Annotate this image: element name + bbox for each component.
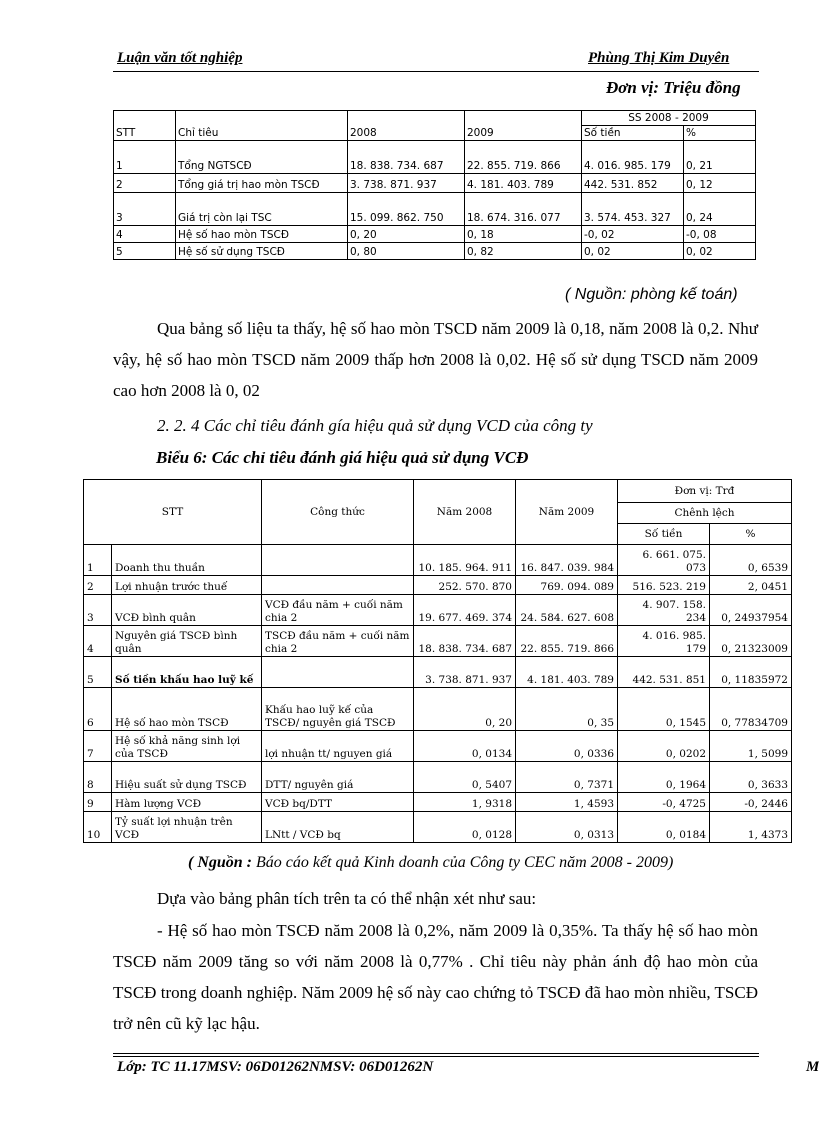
source-note-1: ( Nguồn: phòng kế toán) (565, 286, 738, 303)
header-nam-2008: Năm 2008 (414, 480, 516, 545)
header-so-tien: Số tiền (618, 524, 710, 545)
table-row: 2 Tổng giá trị hao mòn TSCĐ 3. 738. 871. 937 4. 181. 403. 789 442. 531. 852 0, 12 (114, 174, 756, 193)
footer-rule (113, 1053, 759, 1054)
header-2008: 2008 (348, 126, 465, 141)
unit-label: Đơn vị: Triệu đồng (606, 78, 741, 97)
header-left: Luận văn tốt nghiệp (117, 50, 243, 66)
table-title: Biểu 6: Các chỉ tiêu đánh giá hiệu quả sử dụng VCĐ (156, 448, 529, 467)
header-nam-2009: Năm 2009 (516, 480, 618, 545)
header-right: Phùng Thị Kim Duyên (588, 50, 730, 66)
footer-rule (113, 1056, 759, 1057)
table-row: 3 VCĐ bình quân VCĐ đầu năm + cuối năm chia 2 19. 677. 469. 374 24. 584. 627. 608 4. 907. 158. 234 0, 24937954 (84, 595, 792, 626)
table-row: 5 Số tiền khấu hao luỹ kế 3. 738. 871. 937 4. 181. 403. 789 442. 531. 851 0, 11835972 (84, 657, 792, 688)
table-row: 5 Hệ số sử dụng TSCĐ 0, 80 0, 82 0, 02 0, 02 (114, 243, 756, 260)
table-row: 7 Hệ số khả năng sinh lợi của TSCĐ lợi nhuận tt/ nguyen giá 0, 0134 0, 0336 0, 0202 1, 5099 (84, 731, 792, 762)
table-row: 1 Tổng NGTSCĐ 18. 838. 734. 687 22. 855. 719. 866 4. 016. 985. 179 0, 21 (114, 141, 756, 174)
table-row: 2 Lợi nhuận trước thuế 252. 570. 870 769. 094. 089 516. 523. 219 2, 0451 (84, 576, 792, 595)
section-heading: 2. 2. 4 Các chỉ tiêu đánh gía hiệu quả sử dụng VCD của công ty (157, 416, 593, 435)
paragraph-2: Dựa vào bảng phân tích trên ta có thể nhận xét như sau: (157, 889, 537, 908)
header-rule (113, 71, 759, 72)
header-ss: SS 2008 - 2009 (582, 111, 756, 126)
header-so-tien: Số tiền (582, 126, 684, 141)
header-stt: STT (114, 126, 176, 141)
table-fixed-assets (113, 110, 756, 260)
table-row: 6 Hệ số hao mòn TSCĐ Khấu hao luỹ kế của TSCĐ/ nguyên giá TSCĐ 0, 20 0, 35 0, 1545 0, 77834709 (84, 688, 792, 731)
table-row: 10 Tỷ suất lợi nhuận trên VCĐ LNtt / VCĐ bq 0, 0128 0, 0313 0, 0184 1, 4373 (84, 812, 792, 843)
source-text: Báo cáo kết quả Kinh doanh của Công ty CEC năm 2008 - 2009) (256, 854, 674, 871)
table-row: 8 Hiệu suất sử dụng TSCĐ DTT/ nguyên giá 0, 5407 0, 7371 0, 1964 0, 3633 (84, 762, 792, 793)
table-row: 4 Nguyên giá TSCĐ bình quân TSCĐ đầu năm + cuối năm chia 2 18. 838. 734. 687 22. 855. 719. 866 4. 016. 985. 179 0, 21323009 (84, 626, 792, 657)
header-don-vi: Đơn vị: Trđ (618, 480, 792, 503)
paragraph-1: Qua bảng số liệu ta thấy, hệ số hao mòn TSCD năm 2009 là 0,18, năm 2008 là 0,2. Như vậy, hệ số hao mòn TSCD năm 2009 thấp hơn 2008 là 0,02. Hệ số sử dụng TSCD năm 2009 cao hơn 2008 là 0, 02 (113, 319, 758, 400)
header-pct: % (710, 524, 792, 545)
header-stt: STT (84, 480, 262, 545)
table-row: 9 Hàm lượng VCĐ VCĐ bq/DTT 1, 9318 1, 4593 -0, 4725 -0, 2446 (84, 793, 792, 812)
source-label: ( Nguồn : (188, 854, 253, 871)
footer-left: Lớp: TC 11.17MSV: 06D01262NMSV: 06D01262N (117, 1059, 434, 1075)
header-chi-tieu: Chỉ tiêu (176, 126, 348, 141)
table-efficiency (83, 479, 792, 843)
header-cong-thuc: Công thức (262, 480, 414, 545)
table-row: 3 Giá trị còn lại TSC 15. 099. 862. 750 18. 674. 316. 077 3. 574. 453. 327 0, 24 (114, 193, 756, 226)
table-row: 1 Doanh thu thuần 10. 185. 964. 911 16. 847. 039. 984 6. 661. 075. 073 0, 6539 (84, 545, 792, 576)
paragraph-3: - Hệ số hao mòn TSCĐ năm 2008 là 0,2%, năm 2009 là 0,35%. Ta thấy hệ số hao mòn TSCĐ năm 2009 tăng so với năm 2008 là 0,77% . Chỉ tiêu này phản ánh độ hao mòn của TSCĐ trong doanh nghiệp. Năm 2009 hệ số này cao chứng tỏ TSCĐ đã hao mòn nhiều, TSCĐ trở nên cũ kỹ lạc hậu. (113, 921, 758, 1033)
header-pct: % (684, 126, 756, 141)
source-note-2 (188, 854, 673, 872)
table-row: 4 Hệ số hao mòn TSCĐ 0, 20 0, 18 -0, 02 -0, 08 (114, 226, 756, 243)
header-2009: 2009 (465, 126, 582, 141)
footer-right: M (806, 1059, 819, 1075)
header-chenh-lech: Chênh lệch (618, 503, 792, 524)
